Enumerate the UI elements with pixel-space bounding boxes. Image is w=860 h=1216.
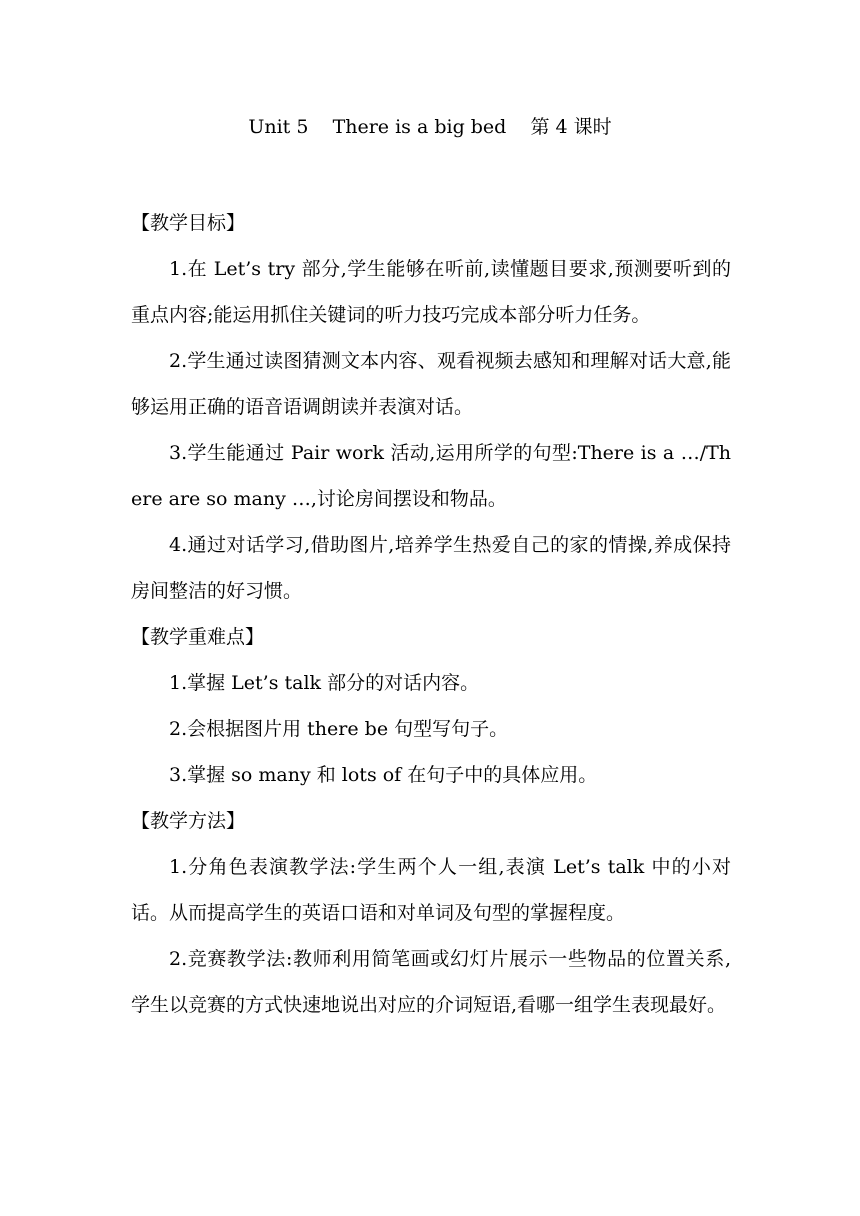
- document-title: Unit 5 There is a big bed 第 4 课时: [248, 116, 612, 138]
- paragraph: 4.通过对话学习,借助图片,培养学生热爱自己的家的情操,养成保持房间整洁的好习惯。: [131, 534, 731, 602]
- paragraph: 3.学生能通过 Pair work 活动,运用所学的句型:There is a …/There are so many …,讨论房间摆设和物品。: [131, 442, 731, 510]
- paragraph: 2.竞赛教学法:教师利用简笔画或幻灯片展示一些物品的位置关系,学生以竞赛的方式快速地说出对应的介词短语,看哪一组学生表现最好。: [131, 948, 731, 1016]
- section-heading: 【教学目标】: [131, 212, 246, 234]
- paragraph: 2.会根据图片用 there be 句型写句子。: [169, 718, 509, 740]
- paragraph: 1.掌握 Let’s talk 部分的对话内容。: [169, 672, 480, 694]
- section-teaching-objectives: [131, 200, 731, 614]
- section-teaching-methods: [131, 798, 731, 1028]
- section-heading: 【教学重难点】: [131, 626, 265, 648]
- paragraph: 2.学生通过读图猜测文本内容、观看视频去感知和理解对话大意,能够运用正确的语音语调朗读并表演对话。: [131, 350, 731, 418]
- paragraph: 1.在 Let’s try 部分,学生能够在听前,读懂题目要求,预测要听到的重点内容;能运用抓住关键词的听力技巧完成本部分听力任务。: [131, 258, 731, 326]
- section-heading: 【教学方法】: [131, 810, 246, 832]
- document-body: [131, 200, 731, 1028]
- section-key-difficult-points: [131, 614, 731, 798]
- paragraph: 1.分角色表演教学法:学生两个人一组,表演 Let’s talk 中的小对话。从而提高学生的英语口语和对单词及句型的掌握程度。: [131, 856, 731, 924]
- paragraph: 3.掌握 so many 和 lots of 在句子中的具体应用。: [169, 764, 598, 786]
